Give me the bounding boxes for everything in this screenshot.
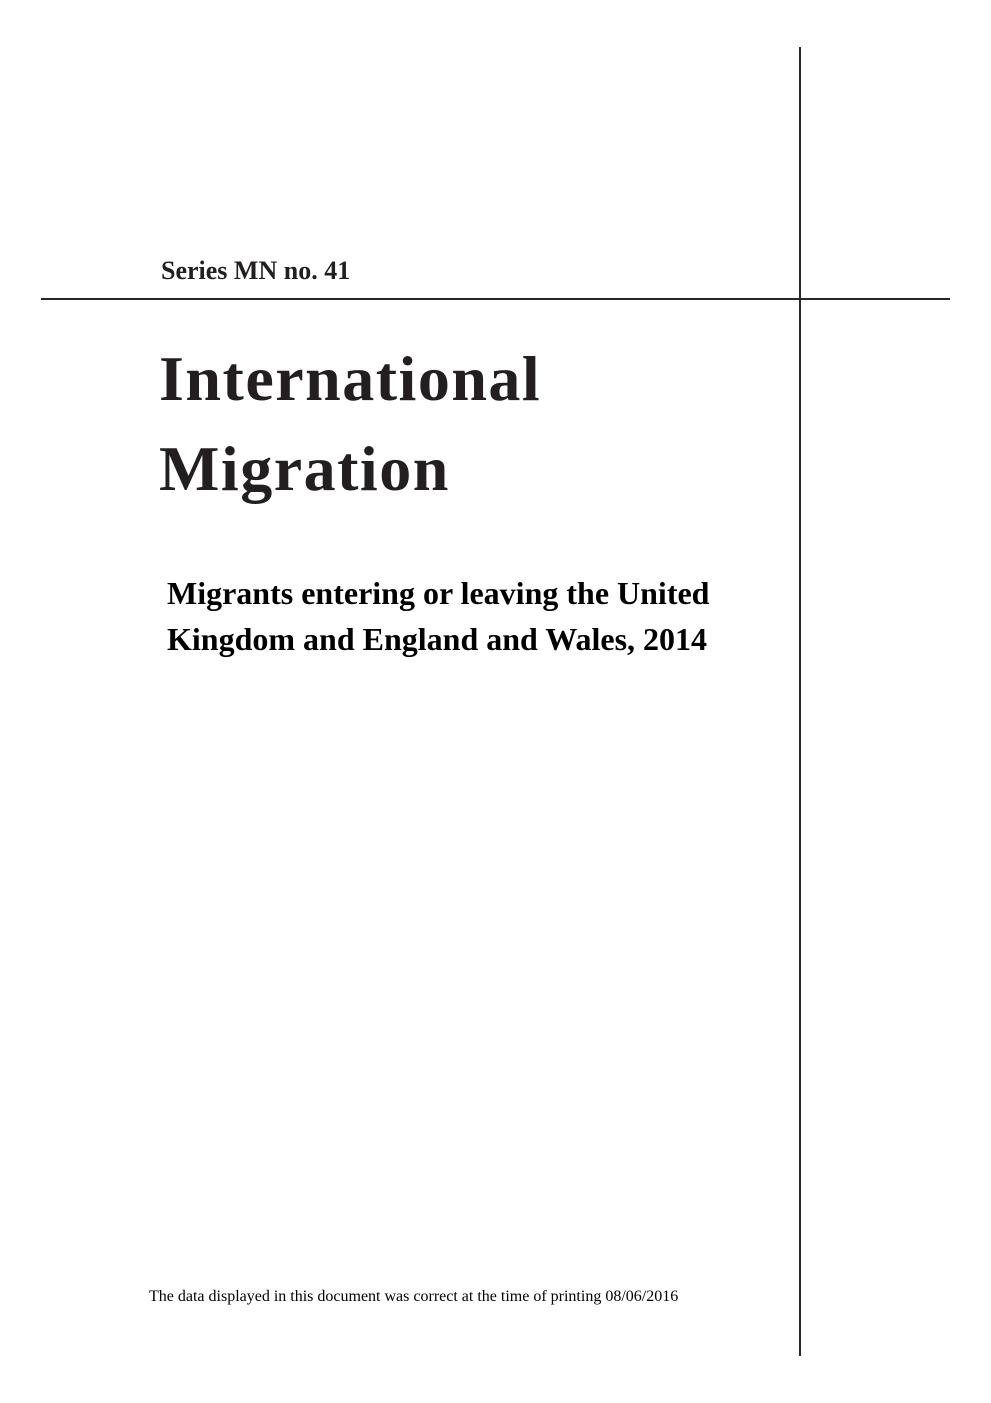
title-line-2: Migration xyxy=(159,433,450,504)
series-label: Series MN no. 41 xyxy=(161,256,351,285)
print-date-note: The data displayed in this document was correct at the time of printing 08/06/2016 xyxy=(149,1288,679,1305)
vertical-rule xyxy=(799,47,801,1356)
horizontal-rule xyxy=(41,298,950,300)
document-subtitle xyxy=(167,570,709,662)
subtitle-line-2: Kingdom and England and Wales, 2014 xyxy=(167,621,708,657)
title-line-1: International xyxy=(159,343,542,414)
subtitle-line-1: Migrants entering or leaving the United xyxy=(167,575,710,611)
document-title xyxy=(159,334,541,514)
